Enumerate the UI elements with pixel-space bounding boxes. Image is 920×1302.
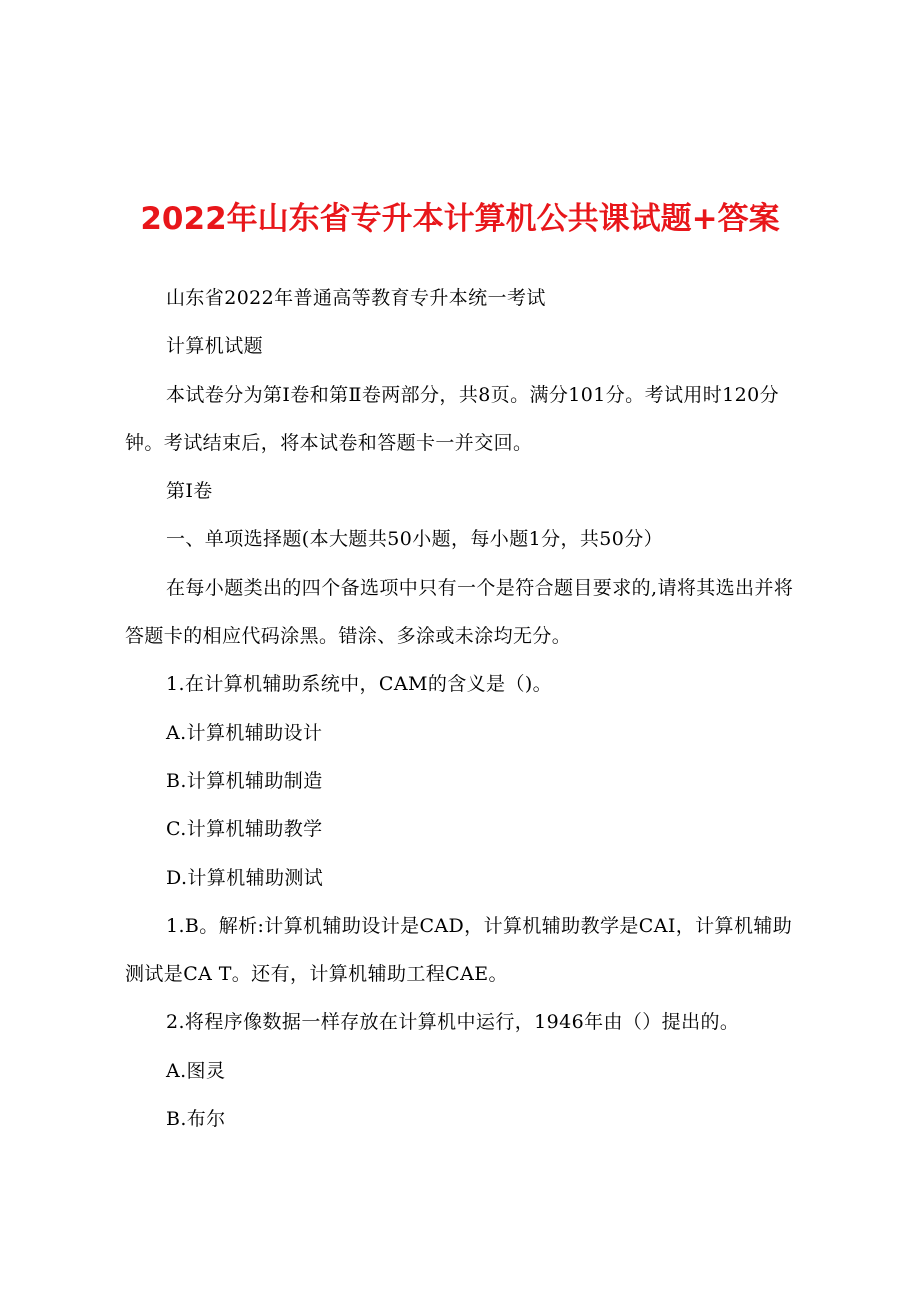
question-2: 2.将程序像数据一样存放在计算机中运行，1946年由（）提出的。: [166, 1011, 740, 1034]
question-1-option-d: D.计算机辅助测试: [166, 866, 324, 889]
volume-heading: 第Ⅰ卷: [166, 480, 213, 503]
exam-instructions: 本试卷分为第Ⅰ卷和第Ⅱ卷两部分，共8页。满分101分。考试用时120分钟。考试结束后，将本试卷和答题卡一并交回。: [125, 383, 780, 454]
question-1-answer: 1.B。解析:计算机辅助设计是CAD，计算机辅助教学是CAI，计算机辅助测试是CA T。还有，计算机辅助工程CAE。: [125, 914, 793, 986]
document-title: 2022年山东省专升本计算机公共课试题+答案: [140, 201, 780, 237]
question-1-option-c: C.计算机辅助教学: [166, 818, 323, 841]
exam-header: 山东省2022年普通高等教育专升本统一考试: [166, 287, 546, 309]
question-1-option-b: B.计算机辅助制造: [166, 769, 323, 792]
section-instructions: 在每小题类出的四个备选项中只有一个是符合题目要求的,请将其选出并将答题卡的相应代码涂黑。错涂、多涂或未涂均无分。: [125, 576, 794, 648]
document-body: [125, 274, 801, 1143]
question-2-option-b: B.布尔: [166, 1108, 226, 1131]
question-1: 1.在计算机辅助系统中，CAM的含义是（)。: [166, 673, 553, 696]
exam-subject: 计算机试题: [166, 335, 264, 358]
question-1-option-a: A.计算机辅助设计: [166, 721, 323, 744]
question-2-option-a: A.图灵: [166, 1059, 226, 1082]
section-heading: 一、单项选择题(本大题共50小题，每小题1分，共50分）: [166, 528, 664, 551]
